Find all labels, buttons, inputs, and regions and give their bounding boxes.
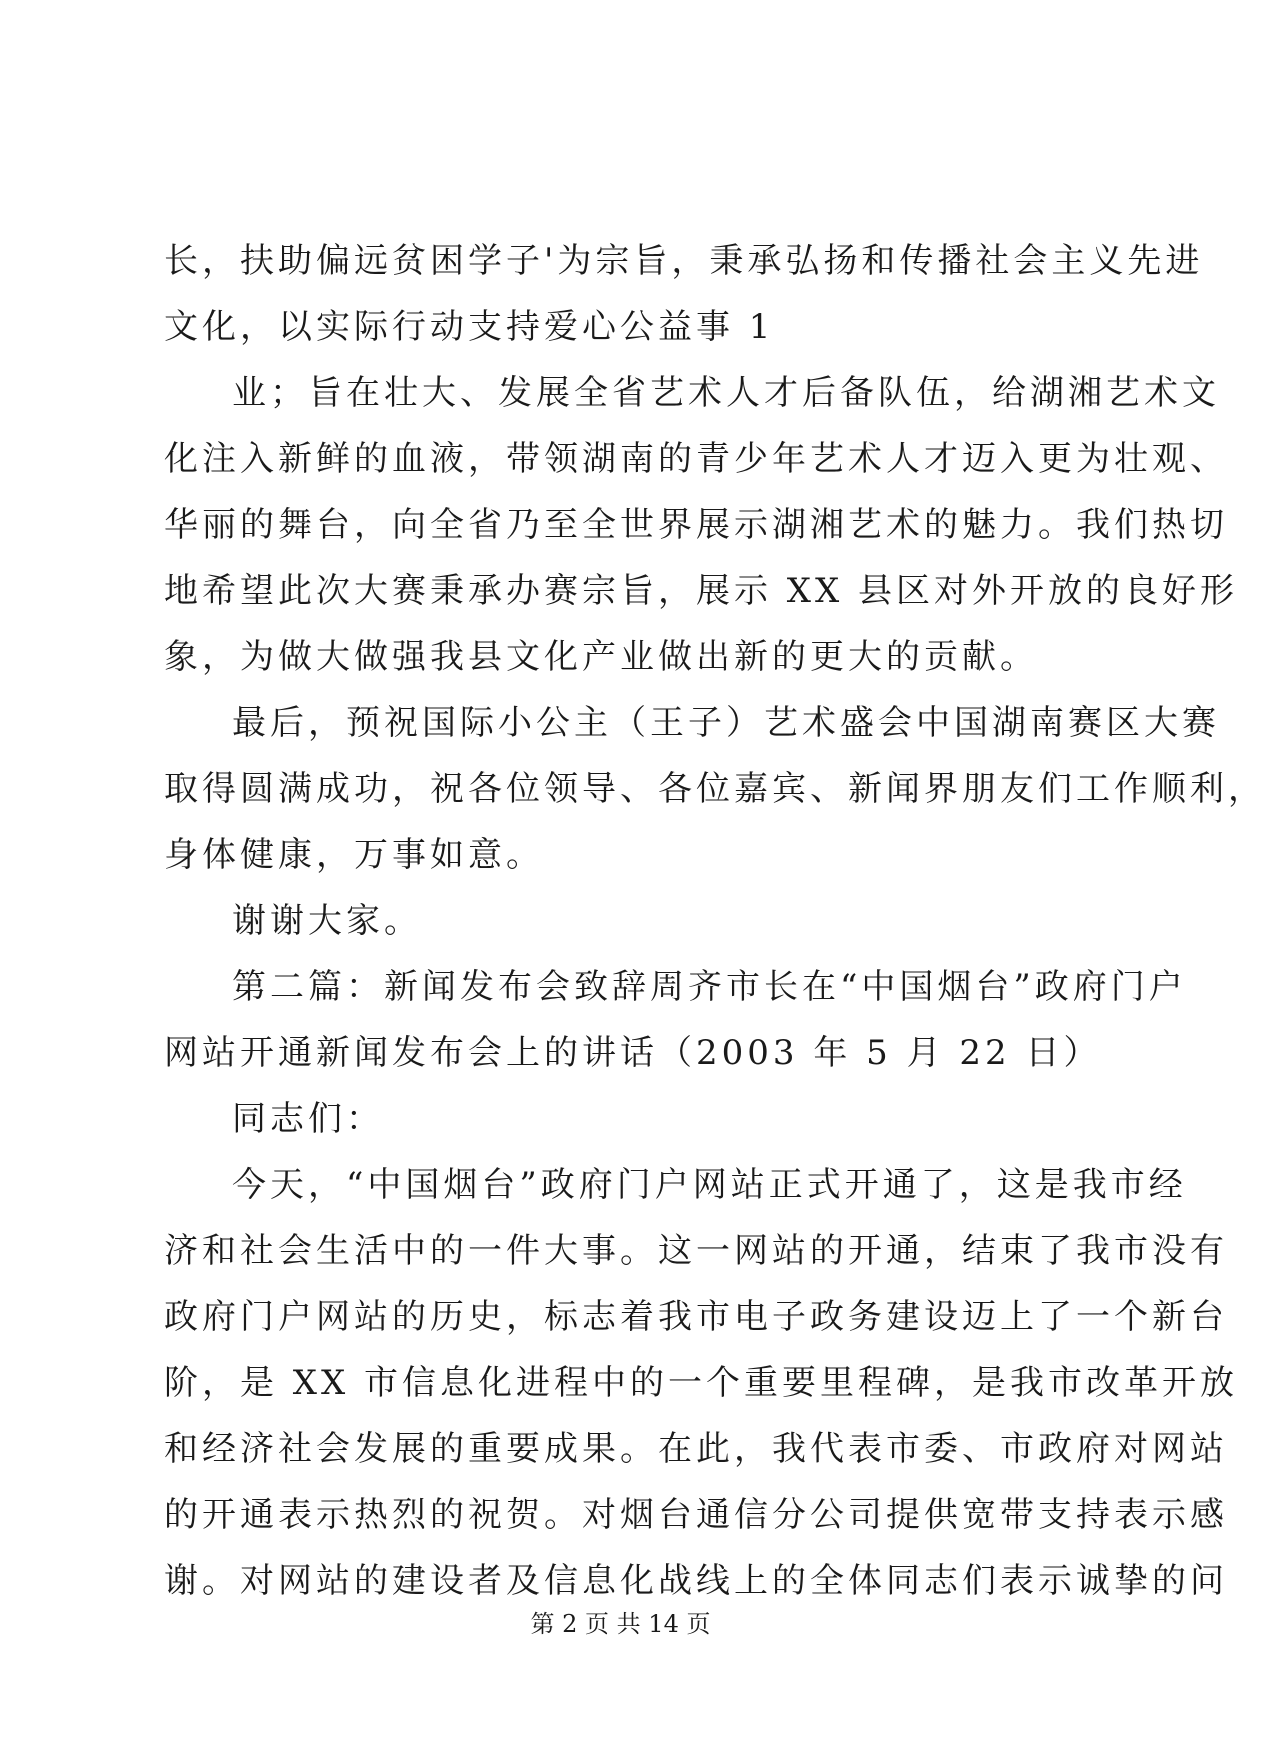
text-line: 身体健康，万事如意。: [164, 835, 544, 875]
text-line: 政府门户网站的历史，标志着我市电子政务建设迈上了一个新台: [164, 1297, 1228, 1337]
text-line: 和经济社会发展的重要成果。在此，我代表市委、市政府对网站: [164, 1429, 1228, 1469]
text-line: 象，为做大做强我县文化产业做出新的更大的贡献。: [164, 637, 1038, 677]
text-line: 济和社会生活中的一件大事。这一网站的开通，结束了我市没有: [164, 1231, 1228, 1271]
section-heading: 第二篇：新闻发布会致辞周齐市长在“中国烟台”政府门户: [232, 967, 1187, 1007]
text-line: 最后，预祝国际小公主（王子）艺术盛会中国湖南赛区大赛: [232, 703, 1220, 743]
text-line: 取得圆满成功，祝各位领导、各位嘉宾、新闻界朋友们工作顺利，: [164, 769, 1266, 809]
salutation: 同志们：: [232, 1099, 384, 1139]
page-number-footer: 第 2 页 共 14 页: [530, 1610, 711, 1638]
text-line: 业；旨在壮大、发展全省艺术人才后备队伍，给湖湘艺术文: [232, 373, 1220, 413]
document-body: [164, 228, 1266, 1614]
text-line: 文化，以实际行动支持爱心公益事 1: [164, 307, 775, 347]
text-line: 地希望此次大赛秉承办赛宗旨，展示 XX 县区对外开放的良好形: [164, 571, 1239, 611]
text-line: 的开通表示热烈的祝贺。对烟台通信分公司提供宽带支持表示感: [164, 1495, 1228, 1535]
section-heading: 网站开通新闻发布会上的讲话（2003 年 5 月 22 日）: [164, 1033, 1102, 1073]
text-line: 长，扶助偏远贫困学子'为宗旨，秉承弘扬和传播社会主义先进: [164, 241, 1204, 281]
text-line: 阶，是 XX 市信息化进程中的一个重要里程碑，是我市改革开放: [164, 1363, 1239, 1403]
text-line: 华丽的舞台，向全省乃至全世界展示湖湘艺术的魅力。我们热切: [164, 505, 1228, 545]
text-line: 化注入新鲜的血液，带领湖南的青少年艺术人才迈入更为壮观、: [164, 439, 1228, 479]
text-line: 今天，“中国烟台”政府门户网站正式开通了，这是我市经: [232, 1165, 1187, 1205]
text-line: 谢。对网站的建设者及信息化战线上的全体同志们表示诚挚的问: [164, 1561, 1228, 1601]
text-line: 谢谢大家。: [232, 901, 422, 941]
